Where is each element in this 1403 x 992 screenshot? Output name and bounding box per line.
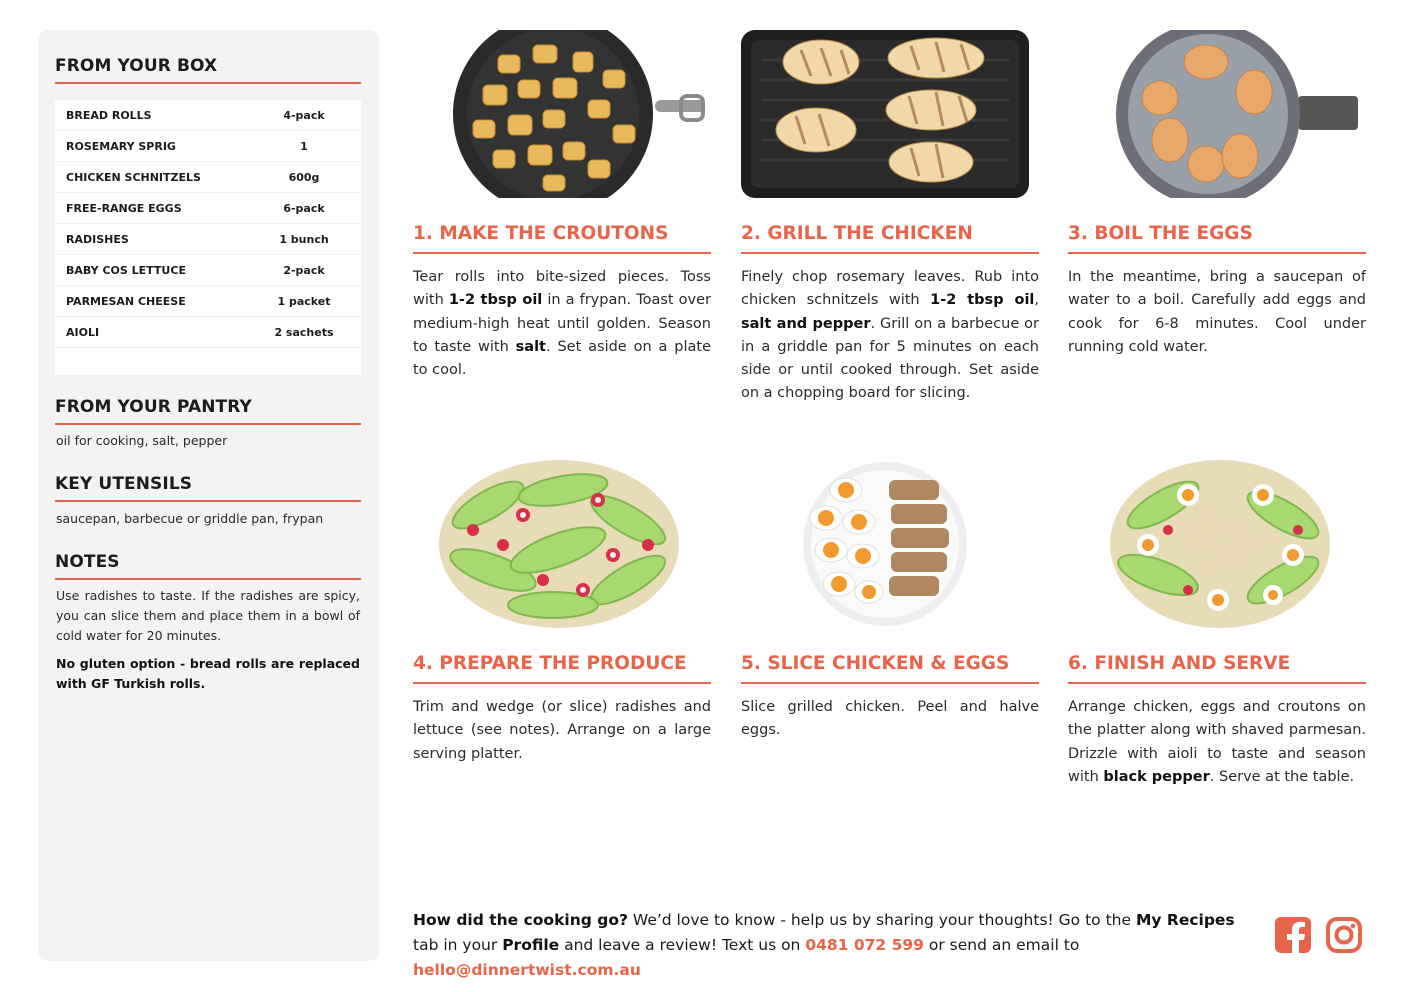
step-body-text: In the meantime, bring a saucepan of water to a boil. Carefully add eggs and cook for 6-8 minutes. Cool under running cold water. <box>1068 269 1366 355</box>
profile-label: Profile <box>502 936 560 954</box>
footer-text: or send an email to <box>923 936 1080 954</box>
table-row <box>55 286 361 317</box>
ingredient-qty: 6-pack <box>283 201 325 215</box>
ingredient-qty: 1 packet <box>277 294 331 308</box>
step-body <box>741 696 1039 743</box>
step-body-text: in a frypan. Toast over medium-high heat until golden. Season to taste with <box>413 292 711 355</box>
notes-title-rule <box>55 578 361 580</box>
notes-title: NOTES <box>55 552 120 572</box>
table-row <box>55 100 361 131</box>
step-body-bold: 1-2 tbsp oil <box>448 292 543 309</box>
step-body <box>1068 696 1366 789</box>
utensils-title: KEY UTENSILS <box>55 474 193 494</box>
step-title: 1. MAKE THE CROUTONS <box>413 223 669 244</box>
step-body <box>741 266 1039 406</box>
step-title-rule <box>413 252 711 254</box>
step-title: 5. SLICE CHICKEN & EGGS <box>741 653 1010 674</box>
step-body-bold: salt and pepper <box>741 315 871 332</box>
pantry-title: FROM YOUR PANTRY <box>55 397 252 417</box>
ingredient-qty: 1 <box>300 139 308 153</box>
sliced-chicken-and-eggs-image <box>741 460 1039 628</box>
step-title: 4. PREPARE THE PRODUCE <box>413 653 687 674</box>
footer-text: tab in your <box>413 936 503 954</box>
step-body-text: Slice grilled chicken. Peel and halve eggs. <box>741 699 1039 739</box>
step-body-bold: black pepper <box>1103 768 1210 785</box>
table-row <box>55 162 361 193</box>
step-title: 3. BOIL THE EGGS <box>1068 223 1253 244</box>
step-body-text: Arrange chicken, eggs and croutons on the platter along with shaved parmesan. Drizzle with aioli to taste and season with <box>1068 699 1366 785</box>
step-body <box>1068 266 1366 359</box>
step-body <box>413 696 711 766</box>
step-body-text: Finely chop rosemary leaves. Rub into chicken schnitzels with <box>741 269 1039 309</box>
facebook-icon[interactable] <box>1274 916 1312 954</box>
ingredient-qty: 4-pack <box>283 108 325 122</box>
instagram-icon[interactable] <box>1325 916 1363 954</box>
ingredient-qty: 2-pack <box>283 263 325 277</box>
ingredient-qty: 600g <box>288 170 320 184</box>
sidebar <box>38 30 379 961</box>
notes-text: Use radishes to taste. If the radishes are spicy, you can slice them and place them in a bowl of cold water for 20 minutes. <box>56 588 360 643</box>
footer-text: and leave a review! Text us on <box>559 936 806 954</box>
step-body-text: Trim and wedge (or slice) radishes and lettuce (see notes). Arrange on a large serving platter. <box>413 699 711 762</box>
box-title-rule <box>55 82 361 84</box>
step-title-rule <box>741 682 1039 684</box>
step-body-text: . Grill on a barbecue or in a griddle pan for 5 minutes on each side or until cooked through. Set aside on a chopping board for slicing. <box>741 315 1040 402</box>
step-body-bold: 1-2 tbsp oil <box>930 292 1035 309</box>
lettuce-and-radish-platter-image <box>413 460 711 628</box>
table-row <box>55 224 361 255</box>
ingredient-name: BREAD ROLLS <box>66 108 152 122</box>
step-body <box>413 266 711 382</box>
feedback-question: How did the cooking go? <box>413 911 628 929</box>
step-body-text: Tear rolls into bite-sized pieces. Toss with <box>413 269 711 309</box>
table-row <box>55 193 361 224</box>
my-recipes-label: My Recipes <box>1135 911 1235 929</box>
step-title-rule <box>741 252 1039 254</box>
chicken-on-griddle-image <box>741 30 1039 198</box>
ingredient-name: PARMESAN CHEESE <box>66 294 186 308</box>
ingredient-name: ROSEMARY SPRIG <box>66 139 176 153</box>
step-body-bold: salt <box>515 338 546 355</box>
box-title: FROM YOUR BOX <box>55 56 218 76</box>
table-row <box>55 255 361 286</box>
gluten-note: No gluten option - bread rolls are replaced with GF Turkish rolls. <box>56 656 360 691</box>
footer-text: We’d love to know - help us by sharing your thoughts! Go to the <box>627 911 1136 929</box>
ingredient-name: AIOLI <box>66 325 100 339</box>
croutons-in-frypan-image <box>413 30 711 198</box>
step-title-rule <box>1068 682 1366 684</box>
table-row <box>55 131 361 162</box>
step-body-text: , <box>1034 292 1040 309</box>
step-title: 2. GRILL THE CHICKEN <box>741 223 973 244</box>
step-title: 6. FINISH AND SERVE <box>1068 653 1291 674</box>
ingredient-name: FREE-RANGE EGGS <box>66 201 182 215</box>
pantry-text: oil for cooking, salt, pepper <box>56 433 228 448</box>
utensils-text: saucepan, barbecue or griddle pan, frypan <box>56 511 324 526</box>
feedback-footer <box>413 908 1263 983</box>
step-title-rule <box>413 682 711 684</box>
ingredient-name: RADISHES <box>66 232 129 246</box>
step-title-rule <box>1068 252 1366 254</box>
eggs-in-saucepan-image <box>1068 30 1366 198</box>
pantry-title-rule <box>55 423 361 425</box>
ingredient-qty: 1 bunch <box>279 232 329 246</box>
step-body-text: . Serve at the table. <box>1209 768 1355 785</box>
email-link[interactable]: hello@dinnertwist.com.au <box>413 961 641 979</box>
phone-number[interactable]: 0481 072 599 <box>805 936 924 954</box>
box-ingredients-table <box>55 100 361 375</box>
ingredient-name: BABY COS LETTUCE <box>66 263 186 277</box>
finished-salad-platter-image <box>1068 460 1366 628</box>
ingredient-qty: 2 sachets <box>274 325 334 339</box>
ingredient-name: CHICKEN SCHNITZELS <box>66 170 201 184</box>
step-body-text: . Set aside on a plate to cool. <box>413 338 711 379</box>
table-row <box>55 317 361 348</box>
utensils-title-rule <box>55 500 361 502</box>
